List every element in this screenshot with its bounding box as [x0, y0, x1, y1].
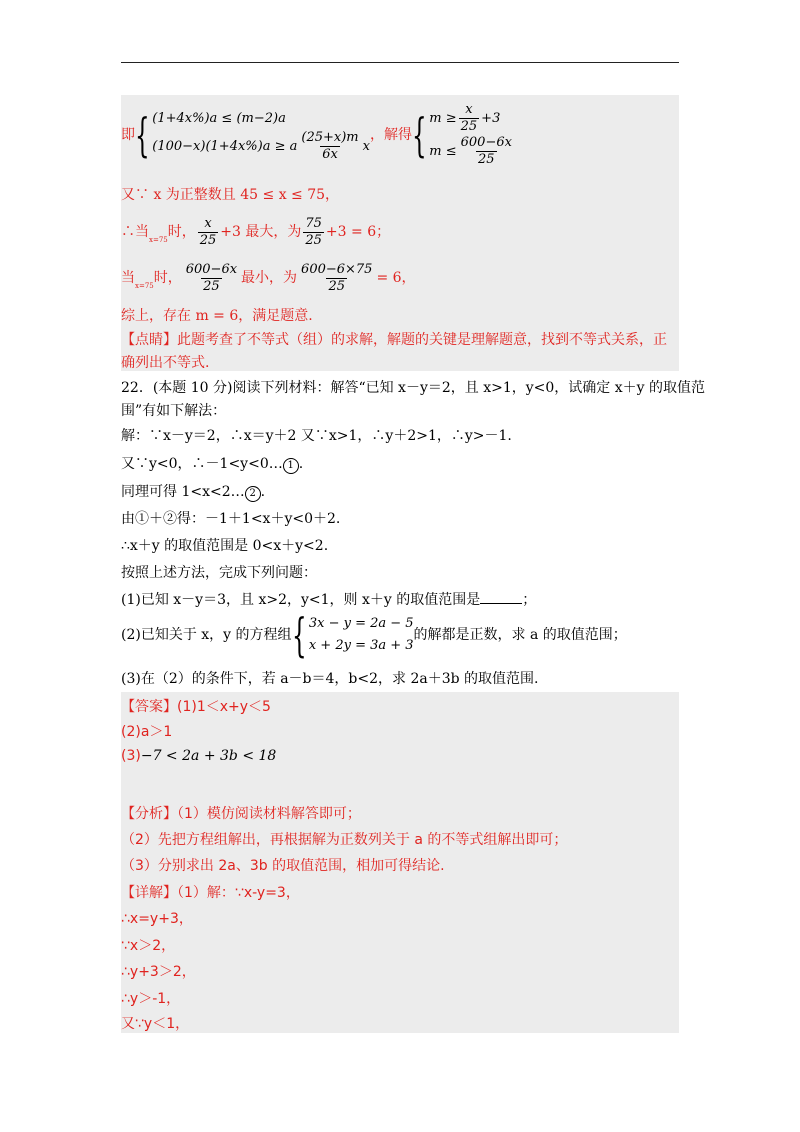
answer-3: (3)−7 < 2a + 3b < 18: [121, 748, 277, 764]
analysis-3: （3）分别求出 2a、3b 的取值范围，相加可得结论.: [121, 858, 445, 874]
q22-part-1: (1)已知 x－y＝3，且 x>2，y<1，则 x＋y 的取值范围是 ；: [121, 592, 537, 608]
left-brace: {: [135, 108, 150, 162]
inequality-2: (100−x)(1+4x%)a ≥ a $\frac{(25+x)m}{6x}$ x: [152, 129, 370, 162]
line-comment-2: 确列出不等式.: [121, 355, 210, 371]
line-comment-1: 【点睛】此题考查了不等式（组）的求解，解题的关键是理解题意，找到不等式关系，正: [121, 332, 667, 348]
analysis-1: 【分析】（1）模仿阅读材料解答即可；: [121, 806, 361, 822]
line-max-value: ∴当$_{x=75}$时， $\frac{x}{25}$ +3 最大，为 $\frac{75}{25}$ +3 = 6；: [121, 215, 391, 248]
q22-line-4: 又∵y<0，∴－1<y<0… 1 .: [121, 456, 304, 472]
inequality-system-line: [121, 100, 516, 180]
ji-text: 即: [121, 127, 135, 143]
circled-number-2: 2: [245, 486, 261, 502]
inequality-1: (1+4x%)a ≤ (m−2)a: [152, 110, 286, 126]
solution-system: [429, 102, 516, 168]
q22-line-7: ∴x＋y 的取值范围是 0<x＋y<2.: [121, 538, 329, 554]
detail-4: ∴y+3＞2，: [121, 964, 196, 980]
equation-system: 3x − y = 2a − 5 x + 2y = 3a + 3: [308, 616, 414, 653]
detail-6: 又∵y＜1，: [121, 1016, 190, 1032]
q22-part-3: (3)在（2）的条件下，若 a－b＝4，b<2，求 2a＋3b 的取值范围.: [121, 671, 539, 687]
q22-part-2: (2)已知关于 x，y 的方程组{ 3x − y = 2a − 5 x + 2y = 3a + 3 的解都是正数，求 a 的取值范围；: [121, 608, 627, 662]
circled-number-1: 1: [283, 458, 299, 474]
line-conclusion: 综上，存在 m = 6，满足题意.: [121, 308, 313, 324]
solution-2: m ≤ $\frac{600-6x}{25}$: [429, 135, 512, 167]
analysis-2: （2）先把方程组解出，再根据解为正数列关于 a 的不等式组解出即可；: [121, 832, 568, 848]
q22-line-2: 围”有如下解法：: [121, 403, 227, 419]
q22-line-5: 同理可得 1<x<2… 2 .: [121, 484, 266, 500]
q22-line-3: 解：∵x－y＝2，∴x＝y＋2 又∵x>1，∴y＋2>1，∴y>－1.: [121, 428, 512, 444]
detail-5: ∴y＞-1，: [121, 991, 181, 1007]
q22-line-8: 按照上述方法，完成下列问题：: [121, 565, 317, 581]
detail-2: ∴x=y+3，: [121, 911, 193, 927]
answer-1: 【答案】(1)1＜x+y＜5: [121, 699, 271, 715]
q22-line-6: 由①＋②得：－1＋1<x＋y<0＋2.: [121, 511, 341, 527]
fraction: $\frac{(25+x)m}{6x}$: [301, 129, 359, 162]
header-rule: [121, 62, 679, 63]
left-brace-3: {: [291, 608, 307, 662]
solution-1: m ≥ $\frac{x}{25}$ +3: [429, 102, 501, 134]
answer-blank: [480, 591, 522, 604]
answer-2: (2)a＞1: [121, 724, 173, 740]
left-brace-2: {: [411, 108, 427, 162]
line-integer-condition: 又∵ x 为正整数且 45 ≤ x ≤ 75，: [121, 187, 340, 203]
line-min-value: 当$_{x=75}$时， $\frac{600-6x}{25}$ 最小，为 $\frac{600-6\times 75}{25}$ = 6，: [121, 261, 416, 294]
inequality-system: [152, 108, 370, 163]
detail-1: 【详解】（1）解：∵x-y=3，: [121, 885, 300, 901]
q22-line-1: 22．(本题 10 分)阅读下列材料：解答“已知 x－y＝2，且 x>1，y<0，试确定 x＋y 的取值范: [121, 380, 706, 396]
jiede-text: ，解得: [369, 127, 412, 143]
detail-3: ∵x＞2，: [121, 938, 176, 954]
